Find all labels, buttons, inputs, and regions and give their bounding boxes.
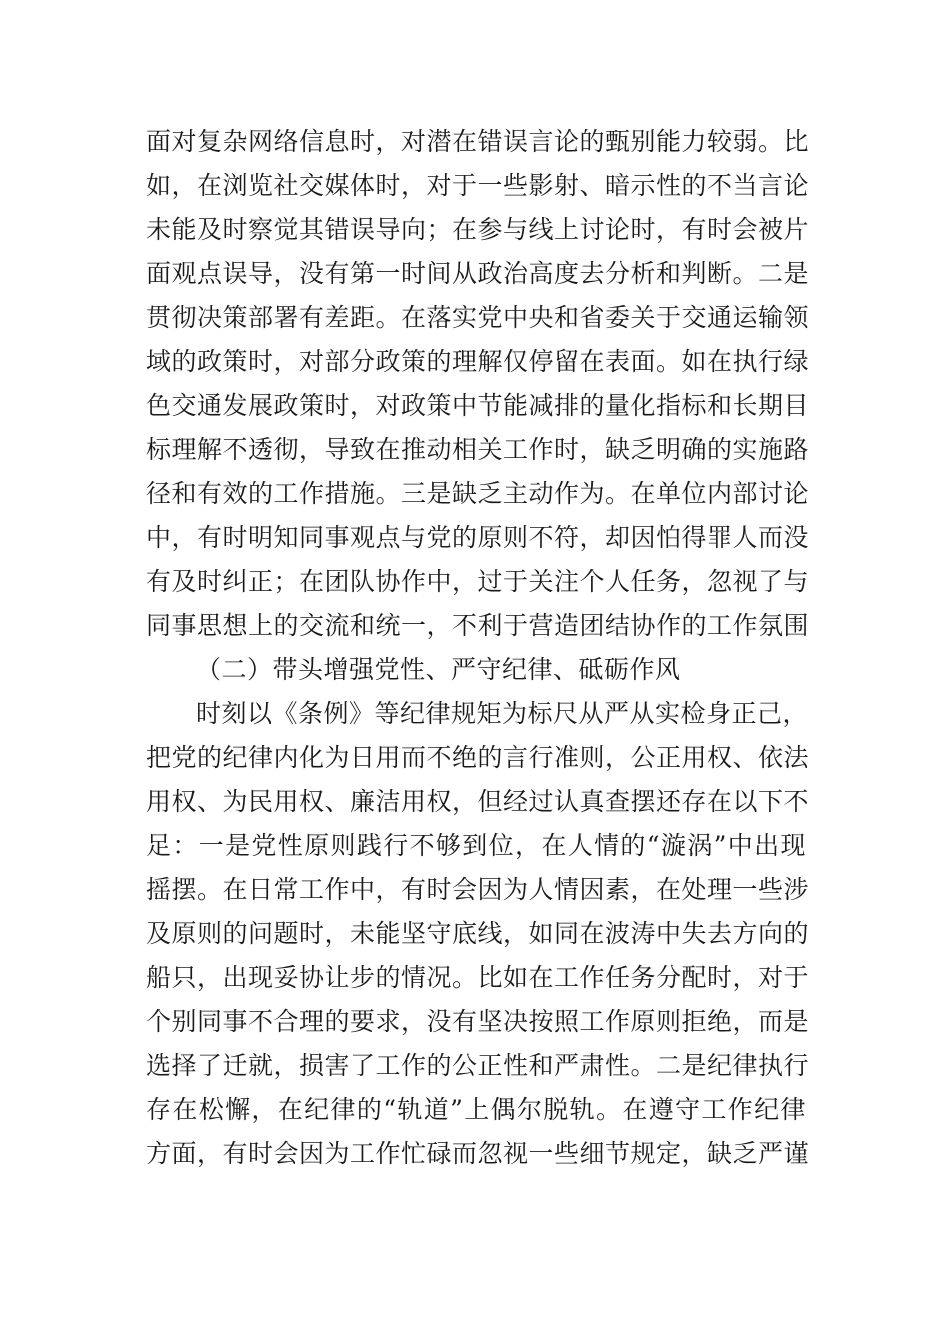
paragraph-line: 贯彻决策部署有差距。在落实党中央和省委关于交通运输领: [146, 303, 810, 332]
paragraph-line: 标理解不透彻，导致在推动相关工作时，缺乏明确的实施路: [146, 435, 810, 464]
paragraph-line: 中，有时明知同事观点与党的原则不符，却因怕得罪人而没: [146, 523, 810, 552]
paragraph-line: 个别同事不合理的要求，没有坚决按照工作原则拒绝，而是: [146, 1007, 810, 1036]
paragraph-line: 方面，有时会因为工作忙碌而忽视一些细节规定，缺乏严谨: [146, 1139, 810, 1168]
paragraph-line: 足：一是党性原则践行不够到位，在人情的“漩涡”中出现: [146, 831, 806, 860]
paragraph-first-line: 时刻以《条例》等纪律规矩为标尺从严从实检身正己，: [196, 699, 809, 728]
paragraph-line: 存在松懈，在纪律的“轨道”上偶尔脱轨。在遵守工作纪律: [146, 1095, 806, 1124]
paragraph-line: 船只，出现妥协让步的情况。比如在工作任务分配时，对于: [146, 963, 810, 992]
paragraph-line: 选择了迁就，损害了工作的公正性和严肃性。二是纪律执行: [146, 1051, 810, 1080]
paragraph-line: 色交通发展政策时，对政策中节能减排的量化指标和长期目: [146, 391, 810, 420]
paragraph-line: 如，在浏览社交媒体时，对于一些影射、暗示性的不当言论: [146, 171, 810, 200]
section-heading: （二）带头增强党性、严守纪律、砥砺作风: [196, 655, 681, 684]
paragraph-line: 域的政策时，对部分政策的理解仅停留在表面。如在执行绿: [146, 347, 810, 376]
paragraph-line: 径和有效的工作措施。三是缺乏主动作为。在单位内部讨论: [146, 479, 810, 508]
paragraph-line: 未能及时察觉其错误导向；在参与线上讨论时，有时会被片: [146, 215, 810, 244]
paragraph-line: 摇摆。在日常工作中，有时会因为人情因素，在处理一些涉: [146, 875, 810, 904]
paragraph-line: 及原则的问题时，未能坚守底线，如同在波涛中失去方向的: [146, 919, 810, 948]
paragraph-line: 用权、为民用权、廉洁用权，但经过认真查摆还存在以下不: [146, 787, 810, 816]
paragraph-line: 面对复杂网络信息时，对潜在错误言论的甄别能力较弱。比: [146, 127, 810, 156]
paragraph-line: 把党的纪律内化为日用而不绝的言行准则，公正用权、依法: [146, 743, 810, 772]
paragraph-line: 同事思想上的交流和统一，不利于营造团结协作的工作氛围: [146, 611, 810, 640]
paragraph-line: 有及时纠正；在团队协作中，过于关注个人任务，忽视了与: [146, 567, 810, 596]
paragraph-line: 面观点误导，没有第一时间从政治高度去分析和判断。二是: [146, 259, 810, 288]
